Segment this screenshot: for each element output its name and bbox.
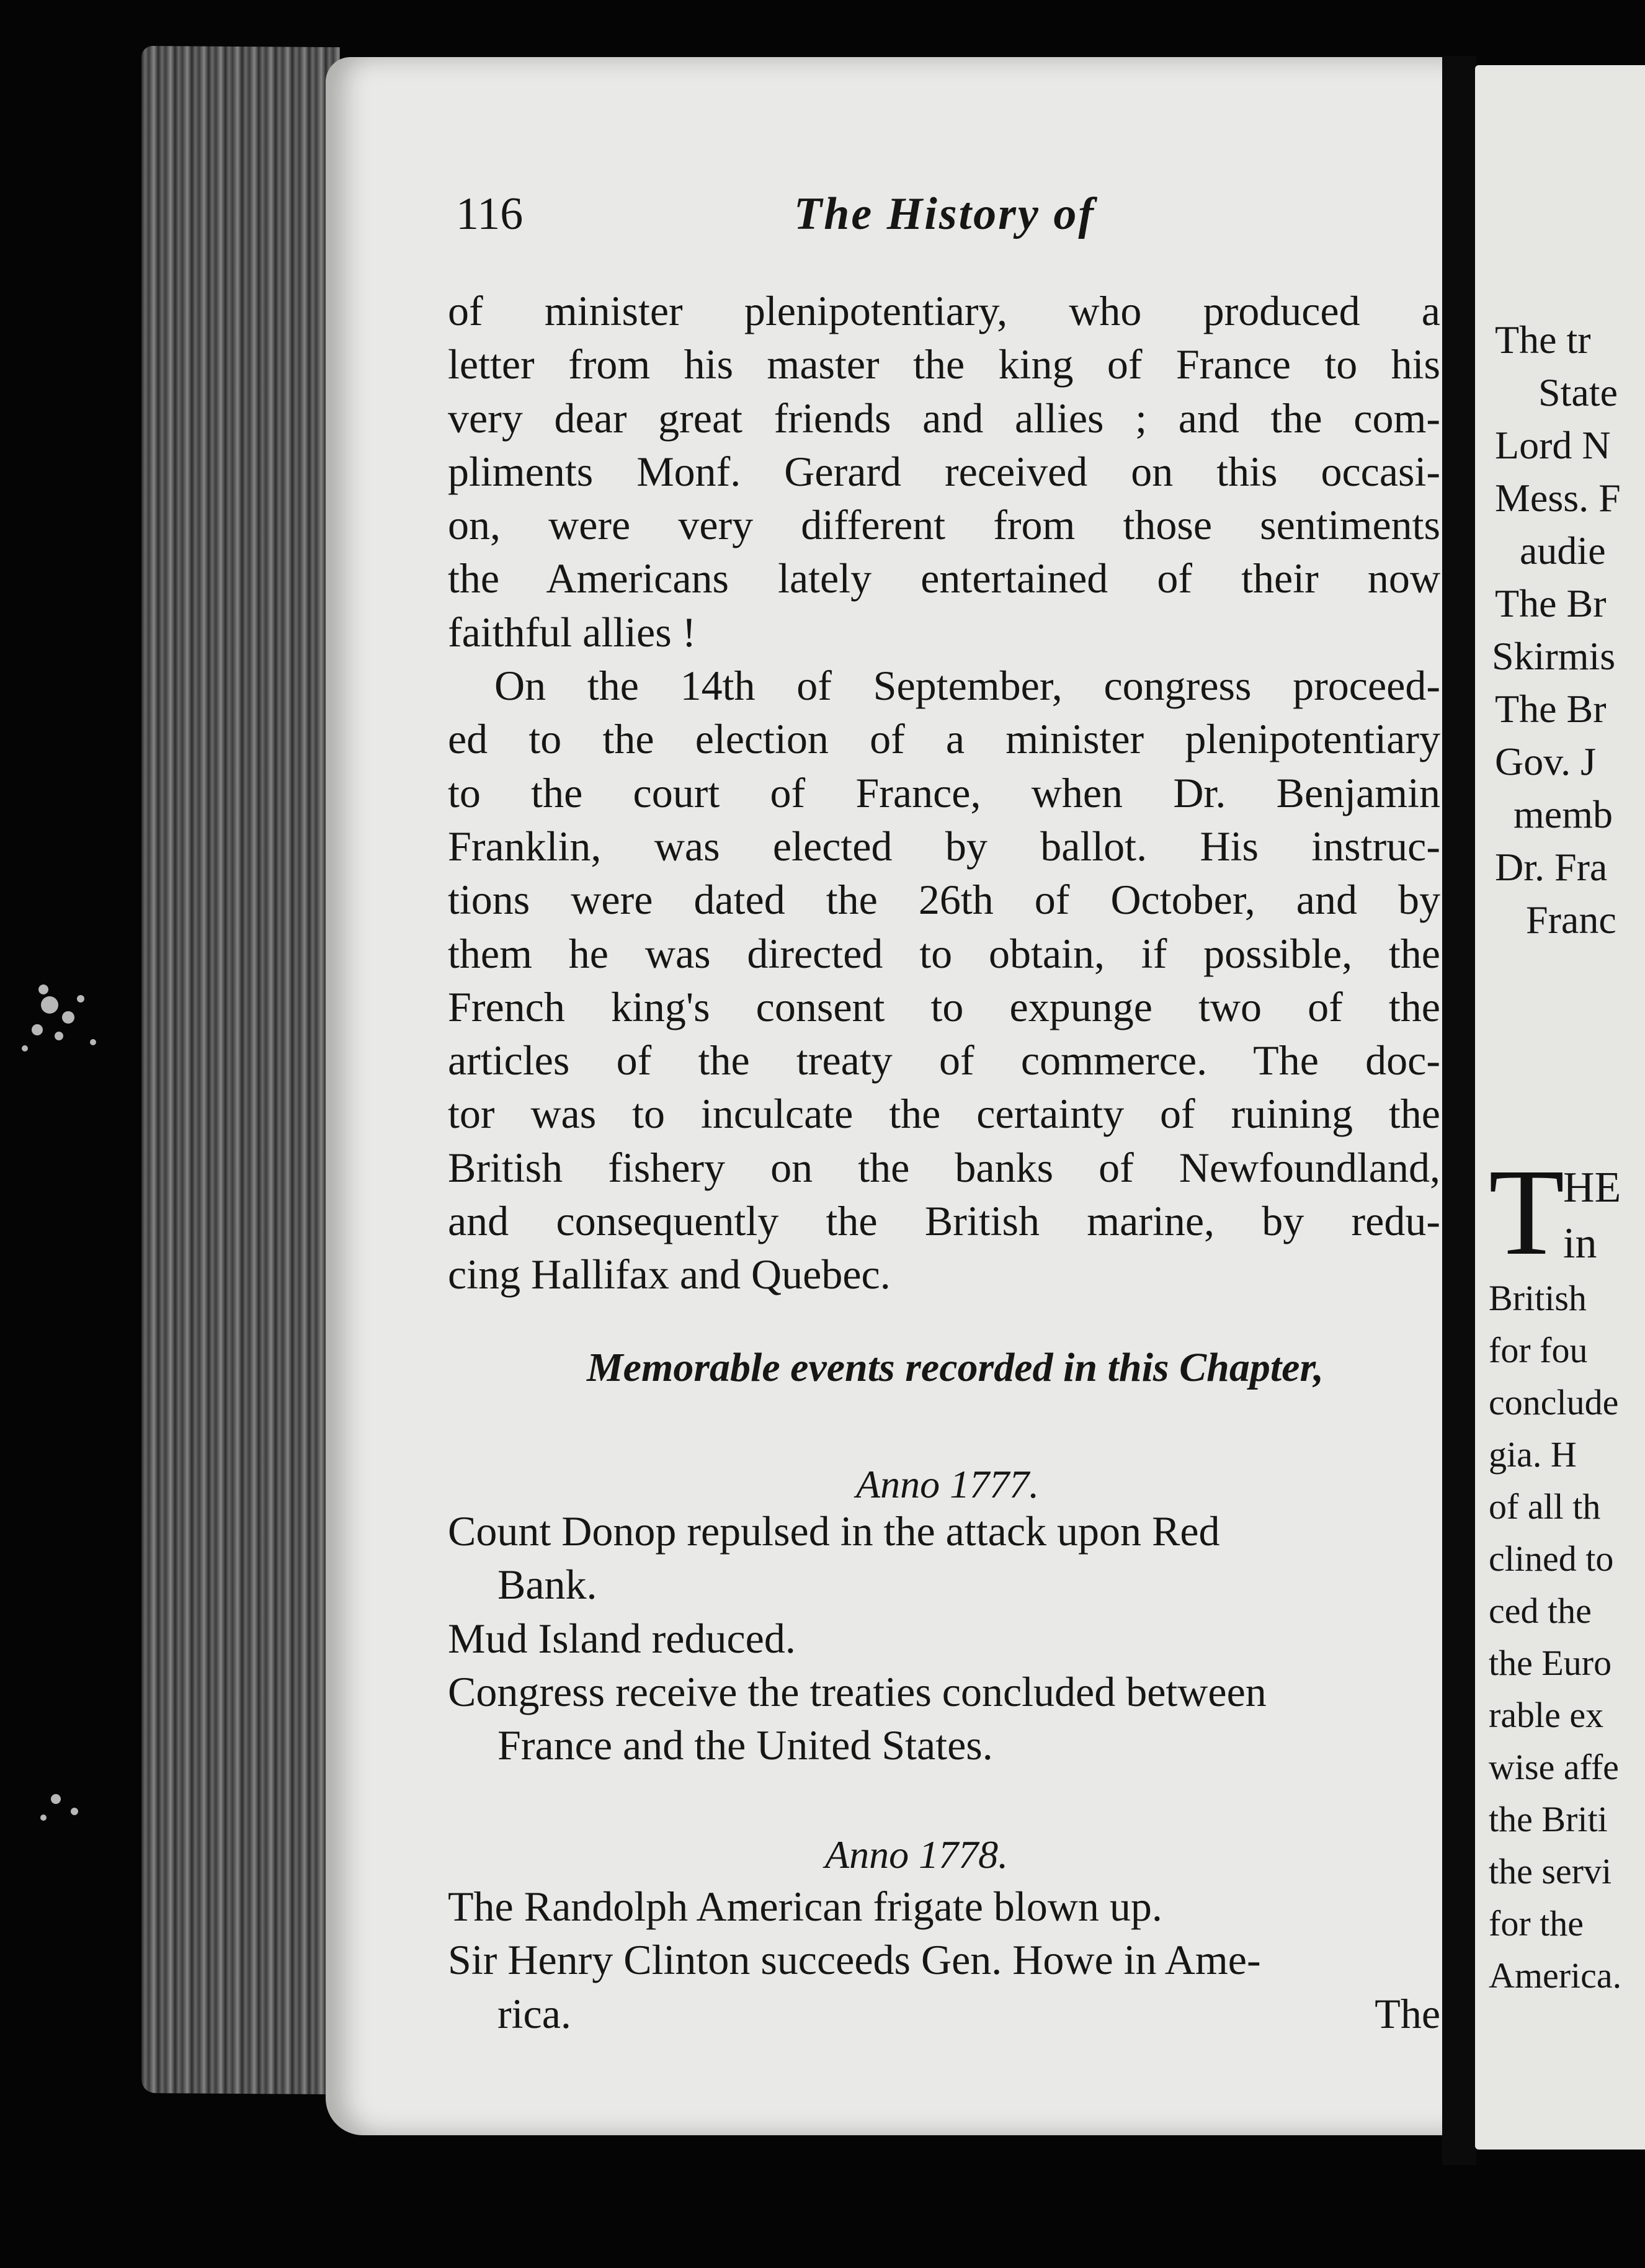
- event-line: Congress receive the treaties concluded between: [448, 1668, 1267, 1715]
- text-line: them he was directed to obtain, if possible, the: [448, 929, 1440, 977]
- right-page-dropcap-lines: [1563, 1160, 1645, 1272]
- dropcap-line-1: HE: [1563, 1164, 1621, 1212]
- drop-cap: T: [1489, 1144, 1565, 1281]
- right-fragment-line: the servi: [1489, 1851, 1612, 1891]
- right-fragment-line: America.: [1489, 1955, 1622, 1996]
- event-line: Sir Henry Clinton succeeds Gen. Howe in Ame-: [448, 1936, 1261, 1984]
- running-title: The History of: [794, 189, 1095, 239]
- right-fragment-line: gia. H: [1489, 1434, 1577, 1475]
- right-fragment-line: ced the: [1489, 1591, 1592, 1631]
- text-line: British fishery on the banks of Newfoundland,: [448, 1143, 1440, 1191]
- right-fragment-line: The Br: [1495, 581, 1607, 625]
- events-heading: Memorable events recorded in this Chapter,: [587, 1345, 1324, 1390]
- text-line: faithful allies !: [448, 608, 697, 656]
- dropcap-line-2: in: [1563, 1220, 1597, 1267]
- right-fragment-line: clined to: [1489, 1538, 1614, 1579]
- text-line: Franklin, was elected by ballot. His instruc-: [448, 822, 1440, 870]
- page-number: 116: [456, 189, 524, 239]
- right-fragment-line: State: [1538, 370, 1618, 414]
- right-fragment-line: rable ex: [1489, 1695, 1604, 1735]
- year-1777-heading: Anno 1777.: [856, 1462, 1040, 1506]
- event-line: Bank.: [497, 1561, 597, 1609]
- text-line: of minister plenipotentiary, who produced a: [448, 287, 1440, 334]
- right-fragment-line: conclude: [1489, 1382, 1619, 1422]
- text-line: letter from his master the king of France to his: [448, 341, 1440, 388]
- right-fragment-line: memb: [1513, 792, 1613, 836]
- right-fragment-line: wise affe: [1489, 1747, 1619, 1787]
- right-fragment-line: Dr. Fra: [1495, 845, 1608, 889]
- paragraph-1: [448, 284, 1440, 659]
- right-fragment-line: the Briti: [1489, 1799, 1608, 1839]
- right-fragment-line: British: [1489, 1278, 1587, 1318]
- text-line: pliments Monf. Gerard received on this occasi-: [448, 447, 1440, 495]
- year-1778-heading: Anno 1778.: [825, 1833, 1009, 1877]
- right-fragment-line: Skirmis: [1492, 634, 1616, 678]
- text-line: the Americans lately entertained of their now: [448, 555, 1440, 602]
- text-line: On the 14th of September, congress proceed-: [494, 662, 1440, 710]
- text-line: articles of the treaty of commerce. The doc-: [448, 1037, 1440, 1084]
- text-line: ed to the election of a minister plenipotentiary: [448, 715, 1440, 763]
- text-line: tions were dated the 26th of October, and by: [448, 876, 1440, 924]
- text-line: and consequently the British marine, by redu-: [448, 1197, 1440, 1245]
- right-fragment-line: for the: [1489, 1903, 1584, 1944]
- running-head: [456, 180, 1213, 248]
- text-line: on, were very different from those sentiments: [448, 501, 1440, 549]
- right-fragment-line: Lord N: [1495, 423, 1611, 467]
- right-fragment-line: audie: [1520, 529, 1606, 573]
- events-1777-list: [448, 1504, 1440, 1772]
- text-line: tor was to inculcate the certainty of ruining the: [448, 1090, 1440, 1138]
- right-fragment-line: Franc: [1526, 898, 1616, 942]
- page-edges: [141, 46, 340, 2094]
- event-line: France and the United States.: [497, 1721, 993, 1769]
- right-fragment-line: the Euro: [1489, 1643, 1612, 1683]
- event-line: The Randolph American frigate blown up.: [448, 1883, 1162, 1930]
- text-line: to the court of France, when Dr. Benjamin: [448, 769, 1440, 816]
- book-gutter: [1442, 56, 1476, 2165]
- events-1778-list: [448, 1880, 1440, 2040]
- catchword: The: [1375, 1989, 1440, 2037]
- right-fragment-line: for fou: [1489, 1330, 1588, 1370]
- text-line: cing Hallifax and Quebec.: [448, 1251, 891, 1298]
- body-text: [448, 284, 1440, 1301]
- text-line: very dear great friends and allies ; and the com-: [448, 394, 1440, 442]
- right-fragment-line: Gov. J: [1495, 739, 1596, 784]
- event-line: Mud Island reduced.: [448, 1614, 796, 1662]
- event-line: rica. The: [448, 1987, 1440, 2040]
- right-fragment-line: of all th: [1489, 1486, 1601, 1527]
- event-line: Count Donop repulsed in the attack upon Red: [448, 1507, 1220, 1555]
- paragraph-2: [448, 659, 1440, 1301]
- text-line: French king's consent to expunge two of the: [448, 983, 1440, 1030]
- right-fragment-line: Mess. F: [1495, 476, 1621, 520]
- right-fragment-line: The Br: [1495, 687, 1607, 731]
- dust-specks: [0, 931, 143, 1861]
- right-fragment-line: The tr: [1495, 318, 1591, 362]
